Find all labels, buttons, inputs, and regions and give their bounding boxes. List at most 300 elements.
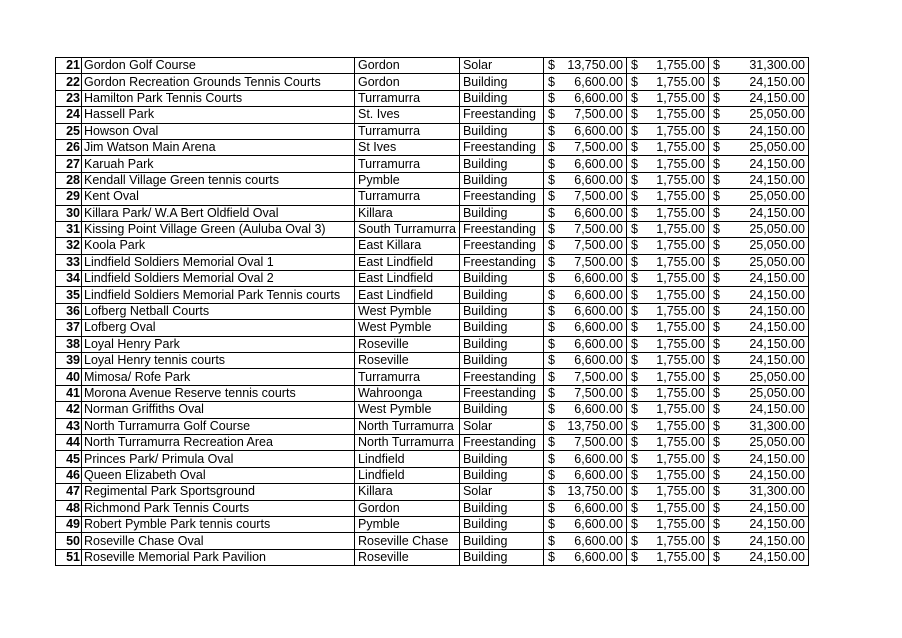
site-name-cell: Roseville Chase Oval xyxy=(82,533,355,549)
fee-cell: 1,755.00 xyxy=(643,156,708,172)
suburb-cell: Pymble xyxy=(355,516,460,532)
fee-cell: 1,755.00 xyxy=(643,172,708,188)
fee-cell: 1,755.00 xyxy=(643,418,708,434)
suburb-cell: Turramurra xyxy=(355,123,460,139)
type-cell: Freestanding xyxy=(459,254,543,270)
cost-cell: 6,600.00 xyxy=(561,303,626,319)
total-cell: 31,300.00 xyxy=(725,58,808,74)
cost-cell: 6,600.00 xyxy=(561,402,626,418)
total-cell: 24,150.00 xyxy=(725,500,808,516)
currency-symbol-cell: $ xyxy=(543,353,561,369)
site-name-cell: Kissing Point Village Green (Auluba Oval 3) xyxy=(82,221,355,237)
currency-symbol-cell: $ xyxy=(543,238,561,254)
row-number-cell: 25 xyxy=(56,123,82,139)
table-row xyxy=(56,90,809,106)
cost-cell: 7,500.00 xyxy=(561,221,626,237)
fee-cell: 1,755.00 xyxy=(643,434,708,450)
fee-cell: 1,755.00 xyxy=(643,287,708,303)
currency-symbol-cell: $ xyxy=(626,451,643,467)
row-number-cell: 35 xyxy=(56,287,82,303)
table-row xyxy=(56,434,809,450)
cost-cell: 6,600.00 xyxy=(561,533,626,549)
type-cell: Building xyxy=(459,90,543,106)
fee-cell: 1,755.00 xyxy=(643,353,708,369)
cost-cell: 7,500.00 xyxy=(561,139,626,155)
currency-symbol-cell: $ xyxy=(708,516,725,532)
currency-symbol-cell: $ xyxy=(543,418,561,434)
currency-symbol-cell: $ xyxy=(626,484,643,500)
row-number-cell: 49 xyxy=(56,516,82,532)
currency-symbol-cell: $ xyxy=(626,107,643,123)
fee-cell: 1,755.00 xyxy=(643,467,708,483)
currency-symbol-cell: $ xyxy=(708,172,725,188)
site-name-cell: Killara Park/ W.A Bert Oldfield Oval xyxy=(82,205,355,221)
site-name-cell: Princes Park/ Primula Oval xyxy=(82,451,355,467)
table-row xyxy=(56,369,809,385)
cost-cell: 6,600.00 xyxy=(561,500,626,516)
currency-symbol-cell: $ xyxy=(708,369,725,385)
cost-cell: 7,500.00 xyxy=(561,189,626,205)
type-cell: Building xyxy=(459,320,543,336)
total-cell: 24,150.00 xyxy=(725,90,808,106)
total-cell: 25,050.00 xyxy=(725,107,808,123)
currency-symbol-cell: $ xyxy=(626,172,643,188)
suburb-cell: East Lindfield xyxy=(355,271,460,287)
site-name-cell: Lofberg Oval xyxy=(82,320,355,336)
site-name-cell: Lofberg Netball Courts xyxy=(82,303,355,319)
type-cell: Building xyxy=(459,287,543,303)
currency-symbol-cell: $ xyxy=(543,484,561,500)
suburb-cell: Turramurra xyxy=(355,189,460,205)
site-name-cell: Kendall Village Green tennis courts xyxy=(82,172,355,188)
currency-symbol-cell: $ xyxy=(543,74,561,90)
row-number-cell: 27 xyxy=(56,156,82,172)
table-row xyxy=(56,484,809,500)
site-name-cell: Lindfield Soldiers Memorial Park Tennis courts xyxy=(82,287,355,303)
currency-symbol-cell: $ xyxy=(708,418,725,434)
row-number-cell: 41 xyxy=(56,385,82,401)
fee-cell: 1,755.00 xyxy=(643,385,708,401)
suburb-cell: North Turramurra xyxy=(355,434,460,450)
table-row xyxy=(56,385,809,401)
suburb-cell: Roseville xyxy=(355,549,460,565)
currency-symbol-cell: $ xyxy=(543,287,561,303)
currency-symbol-cell: $ xyxy=(626,467,643,483)
suburb-cell: Gordon xyxy=(355,58,460,74)
currency-symbol-cell: $ xyxy=(708,484,725,500)
currency-symbol-cell: $ xyxy=(708,303,725,319)
currency-symbol-cell: $ xyxy=(708,353,725,369)
sites-table xyxy=(55,57,809,566)
currency-symbol-cell: $ xyxy=(543,385,561,401)
cost-cell: 6,600.00 xyxy=(561,451,626,467)
table-row xyxy=(56,139,809,155)
total-cell: 25,050.00 xyxy=(725,238,808,254)
currency-symbol-cell: $ xyxy=(626,500,643,516)
total-cell: 25,050.00 xyxy=(725,369,808,385)
total-cell: 24,150.00 xyxy=(725,402,808,418)
type-cell: Building xyxy=(459,123,543,139)
fee-cell: 1,755.00 xyxy=(643,336,708,352)
fee-cell: 1,755.00 xyxy=(643,484,708,500)
cost-cell: 13,750.00 xyxy=(561,484,626,500)
total-cell: 24,150.00 xyxy=(725,353,808,369)
type-cell: Building xyxy=(459,156,543,172)
currency-symbol-cell: $ xyxy=(543,516,561,532)
cost-cell: 7,500.00 xyxy=(561,107,626,123)
currency-symbol-cell: $ xyxy=(708,467,725,483)
row-number-cell: 42 xyxy=(56,402,82,418)
type-cell: Freestanding xyxy=(459,385,543,401)
suburb-cell: Roseville xyxy=(355,353,460,369)
table-row xyxy=(56,254,809,270)
fee-cell: 1,755.00 xyxy=(643,451,708,467)
total-cell: 24,150.00 xyxy=(725,533,808,549)
suburb-cell: East Lindfield xyxy=(355,287,460,303)
currency-symbol-cell: $ xyxy=(708,90,725,106)
currency-symbol-cell: $ xyxy=(543,107,561,123)
total-cell: 24,150.00 xyxy=(725,123,808,139)
suburb-cell: East Lindfield xyxy=(355,254,460,270)
type-cell: Building xyxy=(459,74,543,90)
cost-cell: 6,600.00 xyxy=(561,156,626,172)
table-row xyxy=(56,107,809,123)
currency-symbol-cell: $ xyxy=(708,320,725,336)
currency-symbol-cell: $ xyxy=(626,434,643,450)
currency-symbol-cell: $ xyxy=(543,254,561,270)
row-number-cell: 46 xyxy=(56,467,82,483)
currency-symbol-cell: $ xyxy=(626,303,643,319)
cost-cell: 7,500.00 xyxy=(561,254,626,270)
table-row xyxy=(56,353,809,369)
fee-cell: 1,755.00 xyxy=(643,303,708,319)
suburb-cell: Turramurra xyxy=(355,369,460,385)
table-row xyxy=(56,205,809,221)
total-cell: 24,150.00 xyxy=(725,336,808,352)
table-row xyxy=(56,58,809,74)
row-number-cell: 37 xyxy=(56,320,82,336)
site-name-cell: Hamilton Park Tennis Courts xyxy=(82,90,355,106)
row-number-cell: 31 xyxy=(56,221,82,237)
fee-cell: 1,755.00 xyxy=(643,107,708,123)
suburb-cell: Turramurra xyxy=(355,156,460,172)
cost-cell: 13,750.00 xyxy=(561,418,626,434)
site-name-cell: Howson Oval xyxy=(82,123,355,139)
type-cell: Freestanding xyxy=(459,434,543,450)
total-cell: 24,150.00 xyxy=(725,549,808,565)
fee-cell: 1,755.00 xyxy=(643,205,708,221)
site-name-cell: Jim Watson Main Arena xyxy=(82,139,355,155)
currency-symbol-cell: $ xyxy=(626,353,643,369)
currency-symbol-cell: $ xyxy=(543,172,561,188)
currency-symbol-cell: $ xyxy=(708,139,725,155)
currency-symbol-cell: $ xyxy=(708,156,725,172)
currency-symbol-cell: $ xyxy=(543,303,561,319)
type-cell: Freestanding xyxy=(459,369,543,385)
cost-cell: 7,500.00 xyxy=(561,434,626,450)
currency-symbol-cell: $ xyxy=(708,189,725,205)
site-name-cell: Regimental Park Sportsground xyxy=(82,484,355,500)
currency-symbol-cell: $ xyxy=(626,74,643,90)
currency-symbol-cell: $ xyxy=(626,156,643,172)
currency-symbol-cell: $ xyxy=(543,369,561,385)
type-cell: Building xyxy=(459,303,543,319)
site-name-cell: Hassell Park xyxy=(82,107,355,123)
currency-symbol-cell: $ xyxy=(626,385,643,401)
currency-symbol-cell: $ xyxy=(543,434,561,450)
currency-symbol-cell: $ xyxy=(708,500,725,516)
row-number-cell: 40 xyxy=(56,369,82,385)
currency-symbol-cell: $ xyxy=(543,139,561,155)
currency-symbol-cell: $ xyxy=(708,123,725,139)
total-cell: 31,300.00 xyxy=(725,484,808,500)
type-cell: Freestanding xyxy=(459,221,543,237)
total-cell: 25,050.00 xyxy=(725,221,808,237)
row-number-cell: 28 xyxy=(56,172,82,188)
table-row xyxy=(56,156,809,172)
type-cell: Building xyxy=(459,516,543,532)
suburb-cell: Lindfield xyxy=(355,451,460,467)
type-cell: Solar xyxy=(459,418,543,434)
type-cell: Building xyxy=(459,271,543,287)
currency-symbol-cell: $ xyxy=(543,221,561,237)
type-cell: Building xyxy=(459,549,543,565)
currency-symbol-cell: $ xyxy=(708,205,725,221)
currency-symbol-cell: $ xyxy=(626,139,643,155)
row-number-cell: 43 xyxy=(56,418,82,434)
fee-cell: 1,755.00 xyxy=(643,90,708,106)
cost-cell: 6,600.00 xyxy=(561,74,626,90)
suburb-cell: Wahroonga xyxy=(355,385,460,401)
site-name-cell: North Turramurra Golf Course xyxy=(82,418,355,434)
currency-symbol-cell: $ xyxy=(626,58,643,74)
suburb-cell: West Pymble xyxy=(355,402,460,418)
table-row xyxy=(56,123,809,139)
currency-symbol-cell: $ xyxy=(543,205,561,221)
cost-cell: 7,500.00 xyxy=(561,385,626,401)
row-number-cell: 23 xyxy=(56,90,82,106)
total-cell: 24,150.00 xyxy=(725,451,808,467)
type-cell: Freestanding xyxy=(459,107,543,123)
total-cell: 25,050.00 xyxy=(725,254,808,270)
cost-cell: 6,600.00 xyxy=(561,123,626,139)
type-cell: Freestanding xyxy=(459,238,543,254)
cost-cell: 6,600.00 xyxy=(561,549,626,565)
suburb-cell: East Killara xyxy=(355,238,460,254)
site-name-cell: Robert Pymble Park tennis courts xyxy=(82,516,355,532)
currency-symbol-cell: $ xyxy=(543,451,561,467)
table-row xyxy=(56,402,809,418)
row-number-cell: 36 xyxy=(56,303,82,319)
fee-cell: 1,755.00 xyxy=(643,74,708,90)
site-name-cell: Norman Griffiths Oval xyxy=(82,402,355,418)
table-row xyxy=(56,74,809,90)
currency-symbol-cell: $ xyxy=(708,451,725,467)
site-name-cell: Karuah Park xyxy=(82,156,355,172)
currency-symbol-cell: $ xyxy=(626,516,643,532)
suburb-cell: Killara xyxy=(355,205,460,221)
currency-symbol-cell: $ xyxy=(708,238,725,254)
currency-symbol-cell: $ xyxy=(708,271,725,287)
currency-symbol-cell: $ xyxy=(708,58,725,74)
type-cell: Building xyxy=(459,205,543,221)
type-cell: Freestanding xyxy=(459,189,543,205)
row-number-cell: 44 xyxy=(56,434,82,450)
suburb-cell: Roseville Chase xyxy=(355,533,460,549)
fee-cell: 1,755.00 xyxy=(643,58,708,74)
currency-symbol-cell: $ xyxy=(708,533,725,549)
total-cell: 24,150.00 xyxy=(725,287,808,303)
total-cell: 25,050.00 xyxy=(725,139,808,155)
suburb-cell: Lindfield xyxy=(355,467,460,483)
row-number-cell: 47 xyxy=(56,484,82,500)
type-cell: Building xyxy=(459,336,543,352)
currency-symbol-cell: $ xyxy=(543,500,561,516)
type-cell: Solar xyxy=(459,484,543,500)
table-row xyxy=(56,189,809,205)
table-row xyxy=(56,418,809,434)
suburb-cell: St. Ives xyxy=(355,107,460,123)
table-row xyxy=(56,500,809,516)
suburb-cell: West Pymble xyxy=(355,303,460,319)
currency-symbol-cell: $ xyxy=(543,271,561,287)
table-row xyxy=(56,238,809,254)
fee-cell: 1,755.00 xyxy=(643,254,708,270)
currency-symbol-cell: $ xyxy=(708,402,725,418)
currency-symbol-cell: $ xyxy=(708,336,725,352)
currency-symbol-cell: $ xyxy=(708,254,725,270)
cost-cell: 6,600.00 xyxy=(561,320,626,336)
row-number-cell: 38 xyxy=(56,336,82,352)
suburb-cell: Turramurra xyxy=(355,90,460,106)
suburb-cell: South Turramurra xyxy=(355,221,460,237)
currency-symbol-cell: $ xyxy=(543,189,561,205)
type-cell: Solar xyxy=(459,58,543,74)
currency-symbol-cell: $ xyxy=(626,254,643,270)
currency-symbol-cell: $ xyxy=(626,320,643,336)
total-cell: 24,150.00 xyxy=(725,516,808,532)
currency-symbol-cell: $ xyxy=(543,402,561,418)
total-cell: 25,050.00 xyxy=(725,385,808,401)
currency-symbol-cell: $ xyxy=(626,418,643,434)
row-number-cell: 26 xyxy=(56,139,82,155)
row-number-cell: 39 xyxy=(56,353,82,369)
site-name-cell: Lindfield Soldiers Memorial Oval 1 xyxy=(82,254,355,270)
fee-cell: 1,755.00 xyxy=(643,500,708,516)
cost-cell: 6,600.00 xyxy=(561,467,626,483)
fee-cell: 1,755.00 xyxy=(643,123,708,139)
currency-symbol-cell: $ xyxy=(626,549,643,565)
currency-symbol-cell: $ xyxy=(543,549,561,565)
currency-symbol-cell: $ xyxy=(543,156,561,172)
currency-symbol-cell: $ xyxy=(708,74,725,90)
cost-cell: 13,750.00 xyxy=(561,58,626,74)
fee-cell: 1,755.00 xyxy=(643,238,708,254)
cost-cell: 6,600.00 xyxy=(561,271,626,287)
fee-cell: 1,755.00 xyxy=(643,549,708,565)
suburb-cell: Killara xyxy=(355,484,460,500)
type-cell: Building xyxy=(459,172,543,188)
table-row xyxy=(56,172,809,188)
site-name-cell: Richmond Park Tennis Courts xyxy=(82,500,355,516)
cost-cell: 6,600.00 xyxy=(561,205,626,221)
currency-symbol-cell: $ xyxy=(626,287,643,303)
total-cell: 24,150.00 xyxy=(725,205,808,221)
cost-cell: 6,600.00 xyxy=(561,353,626,369)
row-number-cell: 21 xyxy=(56,58,82,74)
type-cell: Building xyxy=(459,467,543,483)
cost-cell: 6,600.00 xyxy=(561,90,626,106)
currency-symbol-cell: $ xyxy=(626,369,643,385)
total-cell: 24,150.00 xyxy=(725,271,808,287)
type-cell: Building xyxy=(459,402,543,418)
fee-cell: 1,755.00 xyxy=(643,369,708,385)
site-name-cell: Loyal Henry tennis courts xyxy=(82,353,355,369)
site-name-cell: North Turramurra Recreation Area xyxy=(82,434,355,450)
currency-symbol-cell: $ xyxy=(626,533,643,549)
row-number-cell: 34 xyxy=(56,271,82,287)
row-number-cell: 50 xyxy=(56,533,82,549)
site-name-cell: Gordon Recreation Grounds Tennis Courts xyxy=(82,74,355,90)
currency-symbol-cell: $ xyxy=(626,123,643,139)
currency-symbol-cell: $ xyxy=(543,533,561,549)
currency-symbol-cell: $ xyxy=(626,336,643,352)
currency-symbol-cell: $ xyxy=(708,287,725,303)
site-name-cell: Morona Avenue Reserve tennis courts xyxy=(82,385,355,401)
total-cell: 24,150.00 xyxy=(725,320,808,336)
site-name-cell: Kent Oval xyxy=(82,189,355,205)
row-number-cell: 33 xyxy=(56,254,82,270)
currency-symbol-cell: $ xyxy=(708,107,725,123)
currency-symbol-cell: $ xyxy=(543,467,561,483)
suburb-cell: Roseville xyxy=(355,336,460,352)
row-number-cell: 45 xyxy=(56,451,82,467)
site-name-cell: Lindfield Soldiers Memorial Oval 2 xyxy=(82,271,355,287)
currency-symbol-cell: $ xyxy=(626,205,643,221)
fee-cell: 1,755.00 xyxy=(643,221,708,237)
table-body xyxy=(56,58,809,566)
table-row xyxy=(56,549,809,565)
row-number-cell: 48 xyxy=(56,500,82,516)
currency-symbol-cell: $ xyxy=(626,271,643,287)
table-row xyxy=(56,271,809,287)
cost-cell: 6,600.00 xyxy=(561,336,626,352)
currency-symbol-cell: $ xyxy=(626,189,643,205)
site-name-cell: Loyal Henry Park xyxy=(82,336,355,352)
site-name-cell: Mimosa/ Rofe Park xyxy=(82,369,355,385)
currency-symbol-cell: $ xyxy=(708,549,725,565)
type-cell: Freestanding xyxy=(459,139,543,155)
site-name-cell: Gordon Golf Course xyxy=(82,58,355,74)
suburb-cell: North Turramurra xyxy=(355,418,460,434)
currency-symbol-cell: $ xyxy=(626,221,643,237)
currency-symbol-cell: $ xyxy=(708,434,725,450)
currency-symbol-cell: $ xyxy=(626,238,643,254)
table-row xyxy=(56,303,809,319)
total-cell: 31,300.00 xyxy=(725,418,808,434)
suburb-cell: Pymble xyxy=(355,172,460,188)
cost-cell: 6,600.00 xyxy=(561,172,626,188)
row-number-cell: 29 xyxy=(56,189,82,205)
currency-symbol-cell: $ xyxy=(543,58,561,74)
fee-cell: 1,755.00 xyxy=(643,533,708,549)
fee-cell: 1,755.00 xyxy=(643,139,708,155)
cost-cell: 7,500.00 xyxy=(561,238,626,254)
currency-symbol-cell: $ xyxy=(708,221,725,237)
currency-symbol-cell: $ xyxy=(543,123,561,139)
table-row xyxy=(56,221,809,237)
row-number-cell: 32 xyxy=(56,238,82,254)
